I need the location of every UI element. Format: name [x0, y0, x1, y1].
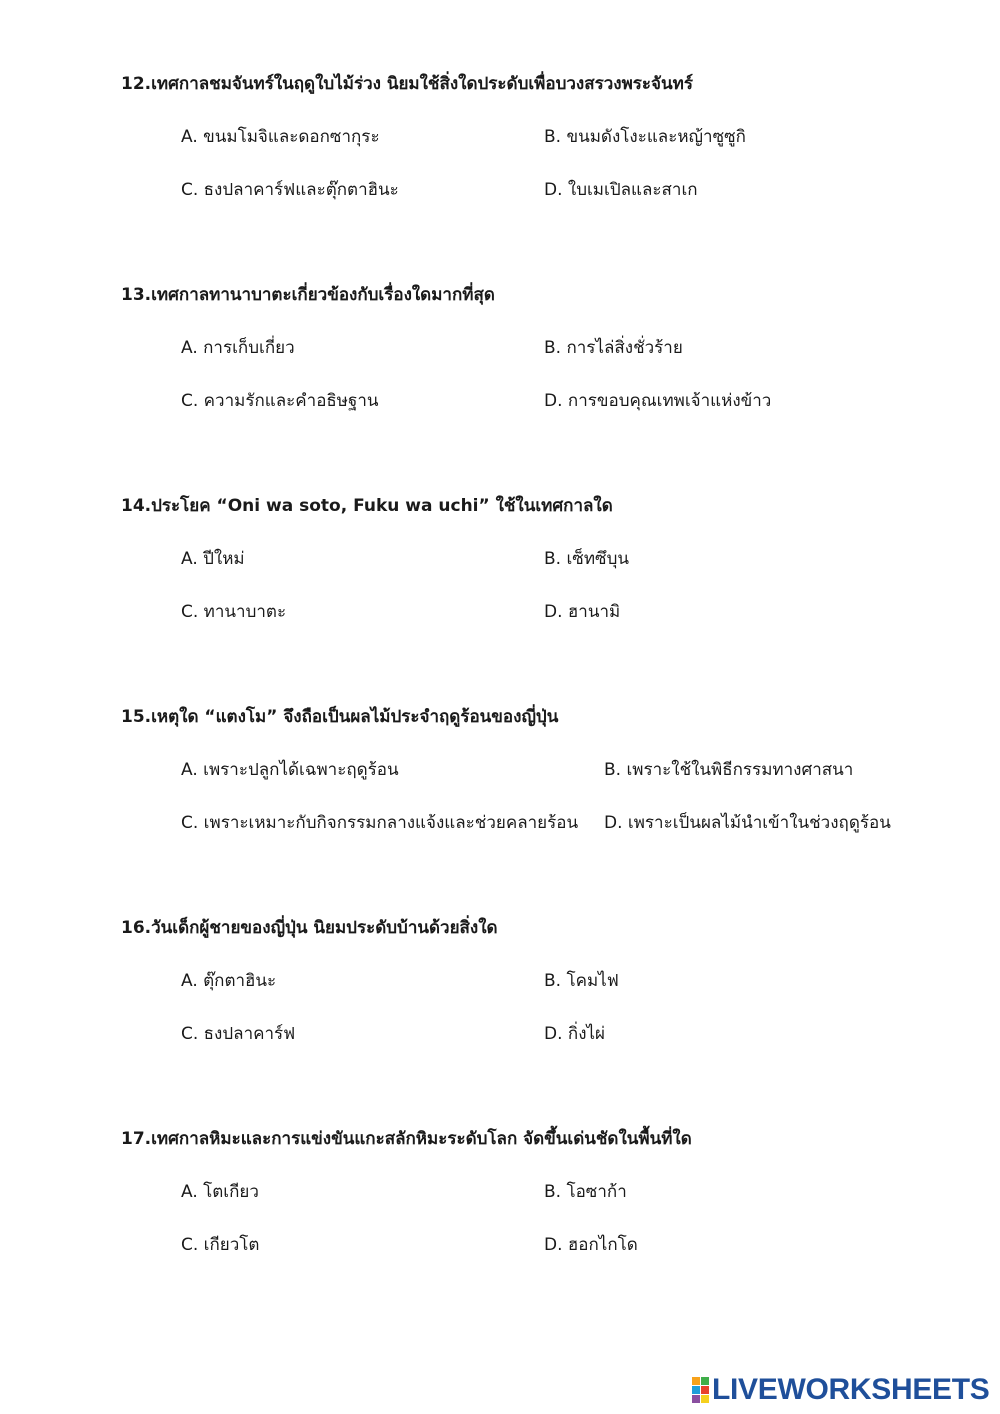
option-a[interactable]: A. ขนมโมจิและดอกซากุระ — [181, 127, 380, 147]
logo-square — [701, 1395, 709, 1403]
option-d[interactable]: D. กิ่งไผ่ — [544, 1024, 606, 1044]
option-c[interactable]: C. เพราะเหมาะกับกิจกรรมกลางแจ้งและช่วยคลายร้อน — [181, 813, 579, 833]
question-title: 14.ประโยค “Oni wa soto, Fuku wa uchi” ใช้ในเทศกาลใด — [121, 496, 613, 516]
option-a[interactable]: A. เพราะปลูกได้เฉพาะฤดูร้อน — [181, 760, 399, 780]
liveworksheets-logo — [692, 1373, 990, 1406]
option-b[interactable]: B. การไล่สิ่งชั่วร้าย — [544, 338, 683, 358]
option-a[interactable]: A. ตุ๊กตาฮินะ — [181, 971, 277, 991]
option-d[interactable]: D. ใบเมเปิลและสาเก — [544, 180, 698, 200]
logo-squares-icon — [692, 1377, 709, 1403]
option-c[interactable]: C. เกียวโต — [181, 1235, 260, 1255]
option-a[interactable]: A. ปีใหม่ — [181, 549, 245, 569]
option-a[interactable]: A. การเก็บเกี่ยว — [181, 338, 295, 358]
option-c[interactable]: C. ธงปลาคาร์ฟ — [181, 1024, 296, 1044]
logo-square — [701, 1377, 709, 1385]
option-b[interactable]: B. เพราะใช้ในพิธีกรรมทางศาสนา — [604, 760, 854, 780]
question-12 — [0, 0, 1000, 200]
question-14 — [0, 422, 1000, 622]
option-c[interactable]: C. ทานาบาตะ — [181, 602, 287, 622]
option-d[interactable]: D. การขอบคุณเทพเจ้าแห่งข้าว — [544, 391, 772, 411]
option-a[interactable]: A. โตเกียว — [181, 1182, 259, 1202]
option-b[interactable]: B. เซ็ทซึบุน — [544, 549, 629, 569]
option-b[interactable]: B. โอซาก้า — [544, 1182, 627, 1202]
question-title: 15.เหตุใด “แตงโม” จึงถือเป็นผลไม้ประจำฤดูร้อนของญี่ปุ่น — [121, 707, 559, 727]
question-title: 12.เทศกาลชมจันทร์ในฤดูใบไม้ร่วง นิยมใช้สิ่งใดประดับเพื่อบวงสรวงพระจันทร์ — [121, 74, 693, 94]
question-16 — [0, 844, 1000, 1044]
question-13 — [0, 211, 1000, 411]
option-c[interactable]: C. ธงปลาคาร์ฟและตุ๊กตาฮินะ — [181, 180, 399, 200]
logo-square — [692, 1386, 700, 1394]
logo-square — [692, 1395, 700, 1403]
question-title: 13.เทศกาลทานาบาตะเกี่ยวข้องกับเรื่องใดมากที่สุด — [121, 285, 495, 305]
question-title: 16.วันเด็กผู้ชายของญี่ปุ่น นิยมประดับบ้านด้วยสิ่งใด — [121, 918, 498, 938]
option-d[interactable]: D. เพราะเป็นผลไม้นำเข้าในช่วงฤดูร้อน — [604, 813, 891, 833]
logo-square — [701, 1386, 709, 1394]
logo-text: LIVEWORKSHEETS — [712, 1373, 990, 1406]
option-c[interactable]: C. ความรักและคำอธิษฐาน — [181, 391, 379, 411]
option-d[interactable]: D. ฮานามิ — [544, 602, 621, 622]
question-17 — [0, 1055, 1000, 1255]
option-d[interactable]: D. ฮอกไกโด — [544, 1235, 638, 1255]
logo-square — [692, 1377, 700, 1385]
option-b[interactable]: B. ขนมดังโงะและหญ้าซูซูกิ — [544, 127, 746, 147]
question-title: 17.เทศกาลหิมะและการแข่งขันแกะสลักหิมะระดับโลก จัดขึ้นเด่นชัดในพื้นที่ใด — [121, 1129, 692, 1149]
question-15 — [0, 633, 1000, 833]
option-b[interactable]: B. โคมไฟ — [544, 971, 619, 991]
